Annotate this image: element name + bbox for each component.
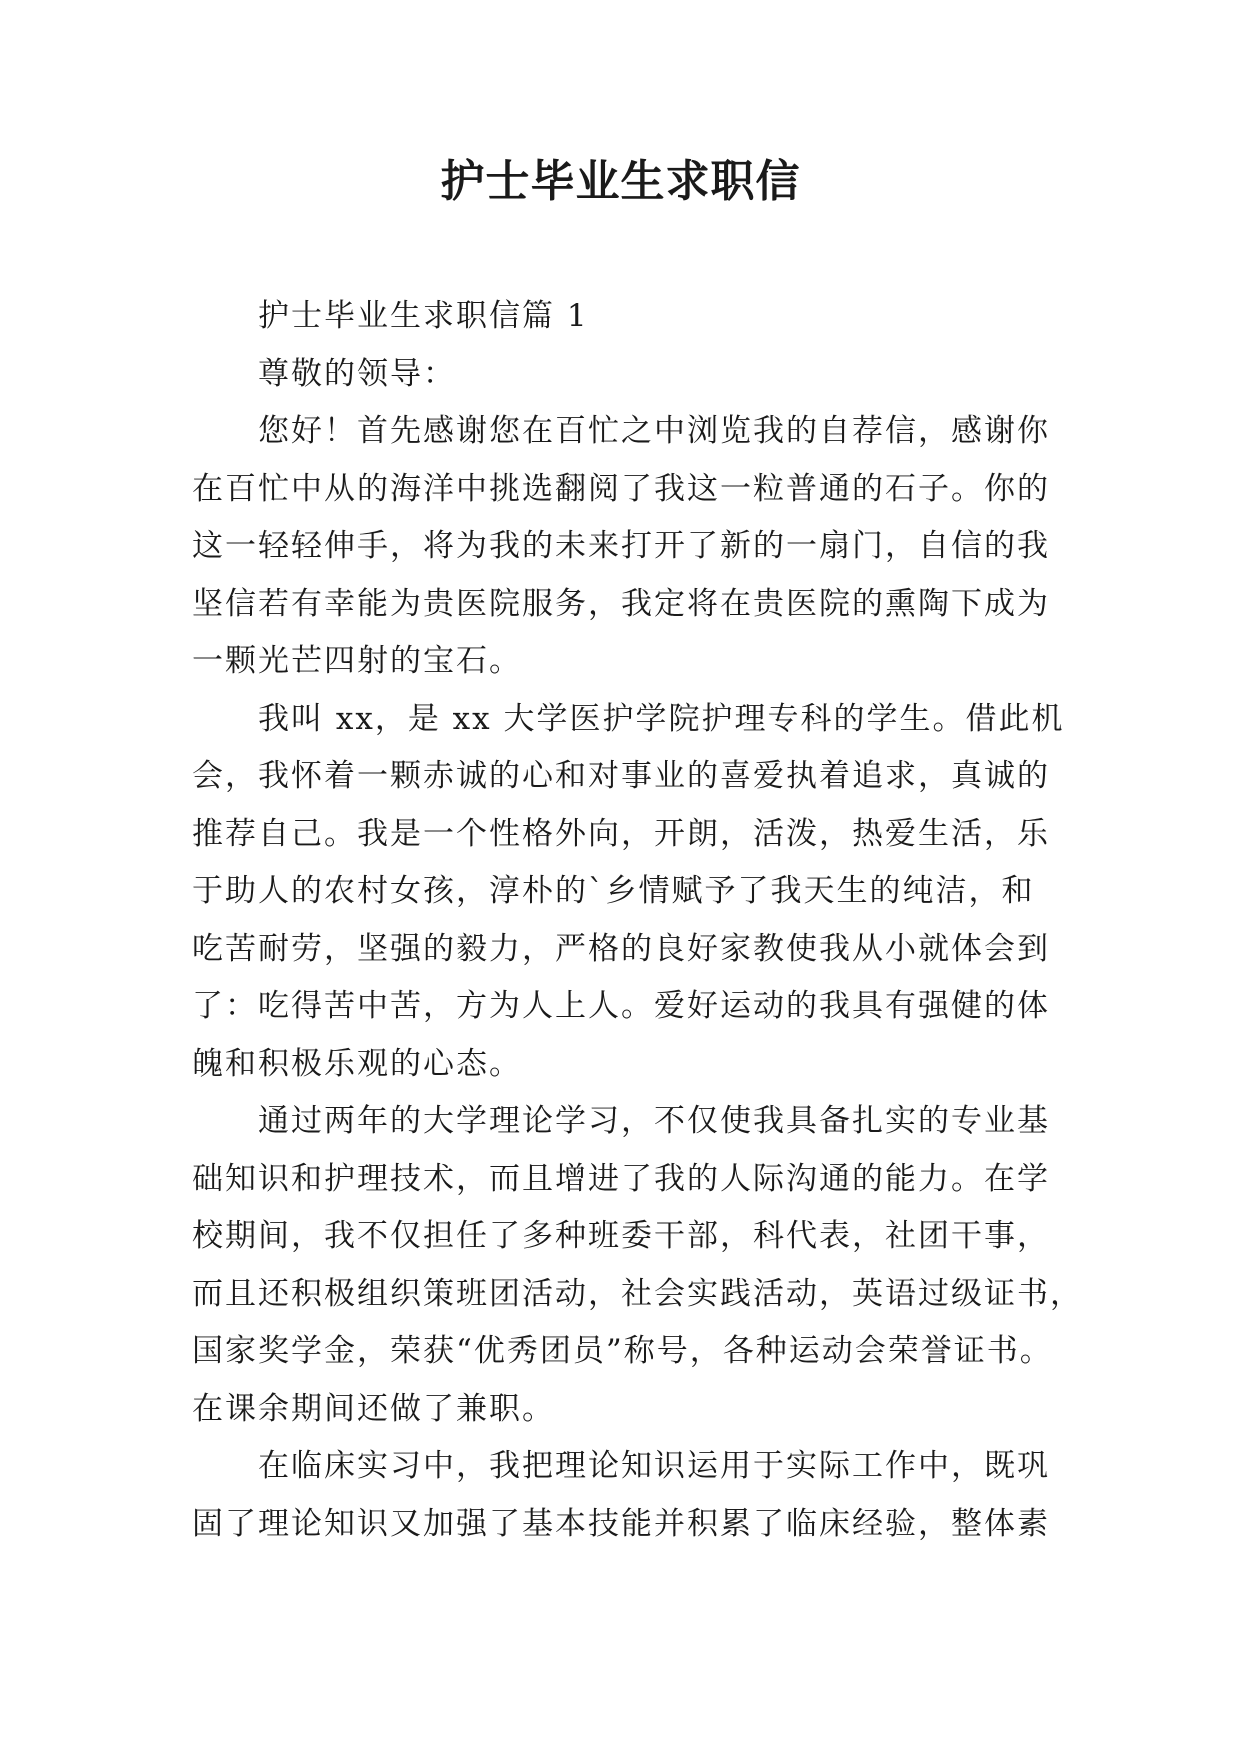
body-line: 了：吃得苦中苦，方为人上人。爱好运动的我具有强健的体: [192, 988, 1050, 1024]
body-line: 魄和积极乐观的心态。: [192, 1045, 522, 1082]
document-title: 护士毕业生求职信: [440, 156, 801, 207]
body-line: 会，我怀着一颗赤诚的心和对事业的喜爱执着追求，真诚的: [192, 758, 1050, 794]
body-line: 尊敬的领导：: [258, 355, 456, 392]
body-line: 推荐自己。我是一个性格外向，开朗，活泼，热爱生活，乐: [192, 815, 1050, 852]
body-line: 于助人的农村女孩，淳朴的`乡情赋予了我天生的纯洁，和: [192, 873, 1035, 909]
document-body: [192, 288, 1083, 1553]
body-line: 这一轻轻伸手，将为我的未来打开了新的一扇门，自信的我: [192, 528, 1050, 564]
body-line: 而且还积极组织策班团活动，社会实践活动，英语过级证书，: [192, 1275, 1083, 1312]
body-line: 础知识和护理技术，而且增进了我的人际沟通的能力。在学: [192, 1160, 1050, 1197]
body-line: 在百忙中从的海洋中挑选翻阅了我这一粒普通的石子。你的: [192, 470, 1050, 507]
body-line: 在课余期间还做了兼职。: [192, 1390, 555, 1427]
body-line: 校期间，我不仅担任了多种班委干部，科代表，社团干事，: [192, 1218, 1050, 1254]
body-line: 在临床实习中，我把理论知识运用于实际工作中，既巩: [258, 1448, 1050, 1484]
body-line: 国家奖学金，荣获“优秀团员”称号，各种运动会荣誉证书。: [192, 1333, 1053, 1369]
body-line: 吃苦耐劳，坚强的毅力，严格的良好家教使我从小就体会到: [192, 930, 1050, 967]
body-line: 固了理论知识又加强了基本技能并积累了临床经验，整体素: [192, 1505, 1050, 1542]
body-line: 您好！首先感谢您在百忙之中浏览我的自荐信，感谢你: [258, 413, 1050, 449]
body-line: 通过两年的大学理论学习，不仅使我具备扎实的专业基: [258, 1103, 1050, 1139]
body-line: 坚信若有幸能为贵医院服务，我定将在贵医院的熏陶下成为: [192, 585, 1050, 622]
body-line: 护士毕业生求职信篇 1: [258, 298, 589, 334]
body-line: 我叫 xx，是 xx 大学医护学院护理专科的学生。借此机: [258, 700, 1065, 737]
body-line: 一颗光芒四射的宝石。: [192, 643, 522, 679]
